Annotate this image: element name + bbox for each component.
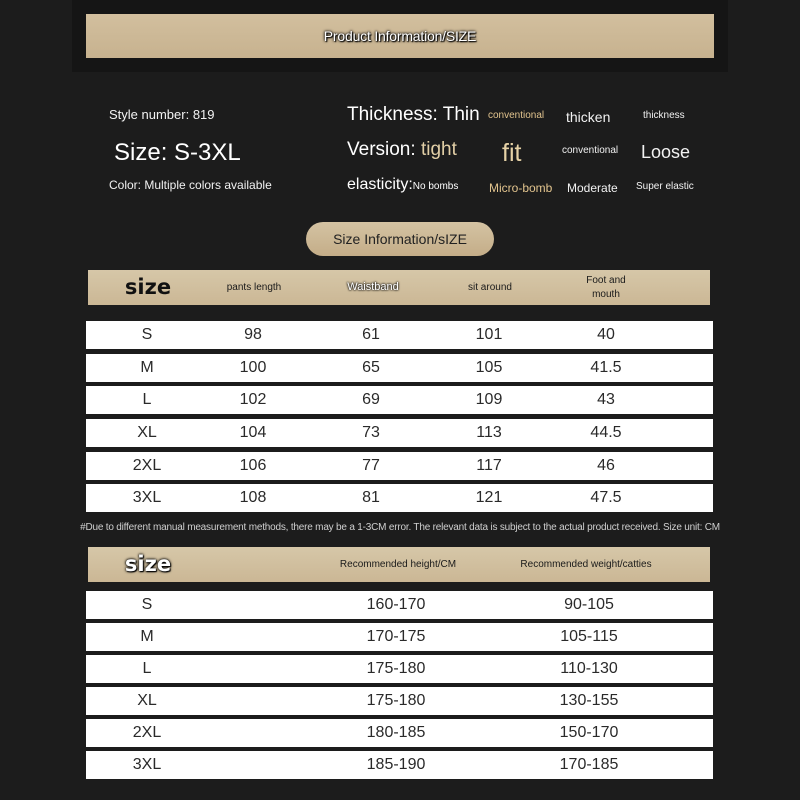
table-row [86,419,713,447]
table-row [86,321,713,349]
size-cell: M [140,359,154,376]
size-cell: 2XL [132,457,162,474]
foot-and-mouth-cell: 46 [597,457,615,474]
weight-cell: 90-105 [564,596,614,613]
table-row [86,655,713,683]
pants-length-cell: 102 [239,391,267,408]
elasticity-option-super-elastic: Super elastic [636,181,694,192]
elasticity-option-moderate: Moderate [567,181,618,195]
height-cell: 170-175 [366,628,426,645]
waistband-cell: 65 [362,359,380,376]
size-range: Size: S-3XL [114,139,241,166]
pants-length-cell: 100 [239,359,267,376]
thickness-option-thickness: thickness [643,110,685,121]
weight-cell: 110-130 [560,660,618,677]
foot-and-mouth-cell: 40 [597,326,615,343]
size-cell: 3XL [132,489,162,506]
foot-and-mouth-cell: 43 [597,391,615,408]
sit-around-cell: 109 [475,391,503,408]
thickness-current: Thin [442,104,480,125]
elasticity-option-micro-bomb: Micro-bomb [489,181,553,195]
pants-length-cell: 106 [239,457,267,474]
size-info-title-pill [306,222,494,256]
weight-cell: 130-155 [559,692,619,709]
pants-length-cell: 104 [239,424,267,441]
table-row [86,386,713,414]
thickness-option-thicken: thicken [566,109,611,125]
weight-cell: 105-115 [560,628,618,645]
sit-around-cell: 101 [475,326,503,343]
size-cell: S [141,596,153,613]
table-row [86,719,713,747]
pants-length-cell: 108 [239,489,267,506]
foot-and-mouth-cell: 47.5 [590,489,622,506]
height-cell: 160-170 [366,596,426,613]
size-cell: L [142,391,152,408]
elasticity-current: No bombs [412,181,459,192]
waistband-cell: 77 [362,457,380,474]
style-number: Style number: 819 [109,107,215,122]
height-cell: 175-180 [366,692,426,709]
table-row [86,623,713,651]
size-cell: L [142,660,152,677]
thickness-option-conventional: conventional [488,110,545,121]
recommend-table-header-weight: Recommended weight/catties [520,558,652,570]
table-row [86,484,713,512]
weight-cell: 170-185 [559,756,619,773]
weight-cell: 150-170 [559,724,619,741]
size-cell: 2XL [132,724,162,741]
table-row [86,687,713,715]
waistband-cell: 61 [362,326,380,343]
size-table-header-pants-length: pants length [226,281,282,293]
sit-around-cell: 105 [475,359,503,376]
height-cell: 185-190 [366,756,426,773]
elasticity-attribute [347,176,458,194]
size-table-header [88,270,710,305]
recommend-table-header-size: size [124,552,172,577]
table-row [86,591,713,619]
sit-around-cell: 117 [476,457,502,474]
measurement-note: #Due to different manual measurement methods, there may be a 1-3CM error. The relevant data is subject to the actual product received. Size unit: CM [80,522,720,533]
version-label: Version: [347,139,416,160]
size-info-title: Size Information/sIZE [333,231,467,247]
height-cell: 175-180 [366,660,426,677]
size-cell: S [141,326,153,343]
sit-around-cell: 121 [475,489,503,506]
table-row [86,751,713,779]
sit-around-cell: 113 [476,424,502,441]
color-info: Color: Multiple colors available [109,178,272,192]
size-cell: XL [137,424,157,441]
size-table-header-waistband: Waistband [347,281,399,294]
foot-and-mouth-cell: 44.5 [590,424,622,441]
table-row [86,452,713,480]
size-table-header-foot-and-mouth: Foot and mouth [586,275,626,300]
recommend-table-header [88,547,710,582]
size-cell: M [140,628,154,645]
pants-length-cell: 98 [244,326,262,343]
size-table-header-size: size [124,275,172,300]
waistband-cell: 81 [362,489,380,506]
page-title: Product Information/SIZE [323,28,477,44]
elasticity-label: elasticity: [347,176,413,193]
waistband-cell: 69 [362,391,380,408]
version-option-fit: fit [502,139,522,167]
version-current: tight [420,139,457,160]
size-cell: XL [137,692,157,709]
waistband-cell: 73 [362,424,380,441]
foot-and-mouth-cell: 41.5 [590,359,622,376]
size-cell: 3XL [132,756,162,773]
recommend-table-header-height: Recommended height/CM [339,558,457,570]
thickness-attribute [347,104,480,126]
height-cell: 180-185 [366,724,426,741]
page-title-banner [86,14,714,58]
version-option-conventional: conventional [562,145,619,156]
version-attribute [347,139,457,161]
version-option-loose: Loose [641,142,691,162]
size-table-header-sit-around: sit around [468,281,512,293]
table-row [86,354,713,382]
thickness-label: Thickness: [347,104,438,125]
